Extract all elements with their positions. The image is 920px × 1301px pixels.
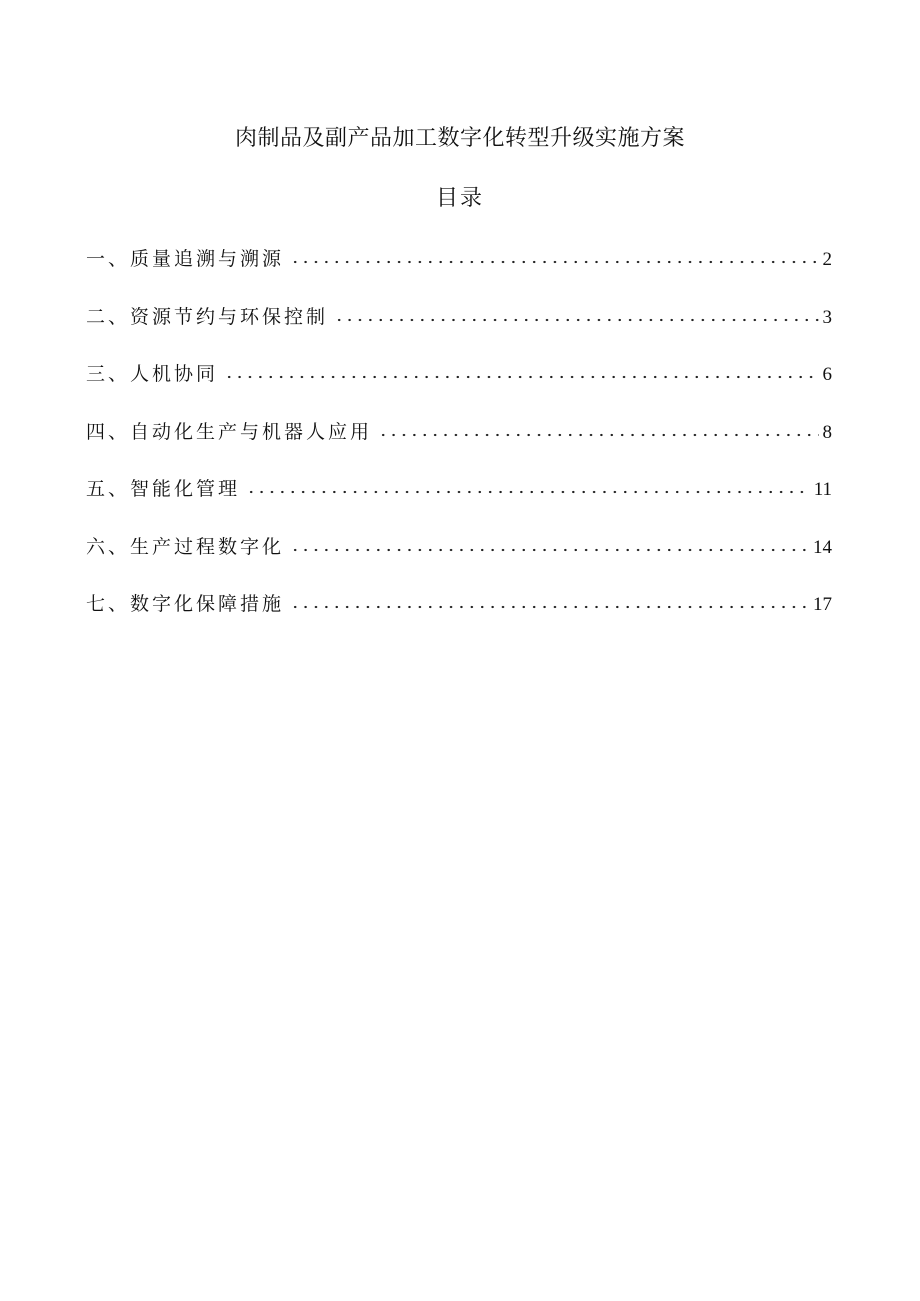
toc-dot-leader <box>224 375 818 379</box>
toc-dot-leader <box>246 490 810 494</box>
toc-entry[interactable] <box>86 474 832 532</box>
toc-entry-label: 四、自动化生产与机器人应用 <box>86 420 373 443</box>
toc-entry[interactable] <box>86 244 832 302</box>
toc-entry-page: 3 <box>822 306 832 328</box>
toc-entry-label: 三、人机协同 <box>86 363 219 385</box>
toc-entry-page: 6 <box>822 364 832 385</box>
toc-entry-page: 2 <box>822 249 832 270</box>
toc-dot-leader <box>334 318 818 322</box>
document-title: 肉制品及副产品加工数字化转型升级实施方案 <box>234 126 685 151</box>
toc-entry-page: 14 <box>813 536 832 558</box>
table-of-contents <box>86 244 832 647</box>
toc-entry-page: 17 <box>813 594 832 615</box>
toc-entry[interactable] <box>86 532 832 590</box>
toc-entry[interactable] <box>86 589 832 647</box>
toc-heading: 目录 <box>435 186 484 211</box>
toc-entry[interactable] <box>86 302 832 360</box>
toc-entry-label: 五、智能化管理 <box>86 478 241 500</box>
toc-entry-page: 11 <box>813 479 832 500</box>
toc-dot-leader <box>378 433 818 437</box>
toc-entry-label: 七、数字化保障措施 <box>86 593 285 615</box>
toc-dot-leader <box>290 605 809 609</box>
toc-entry[interactable] <box>86 359 832 417</box>
toc-entry-label: 二、资源节约与环保控制 <box>86 305 329 328</box>
toc-entry-label: 六、生产过程数字化 <box>86 535 285 558</box>
toc-entry-page: 8 <box>822 421 832 443</box>
toc-entry-label: 一、质量追溯与溯源 <box>86 248 285 270</box>
toc-dot-leader <box>290 548 809 552</box>
toc-entry[interactable] <box>86 417 832 475</box>
toc-dot-leader <box>290 260 818 264</box>
